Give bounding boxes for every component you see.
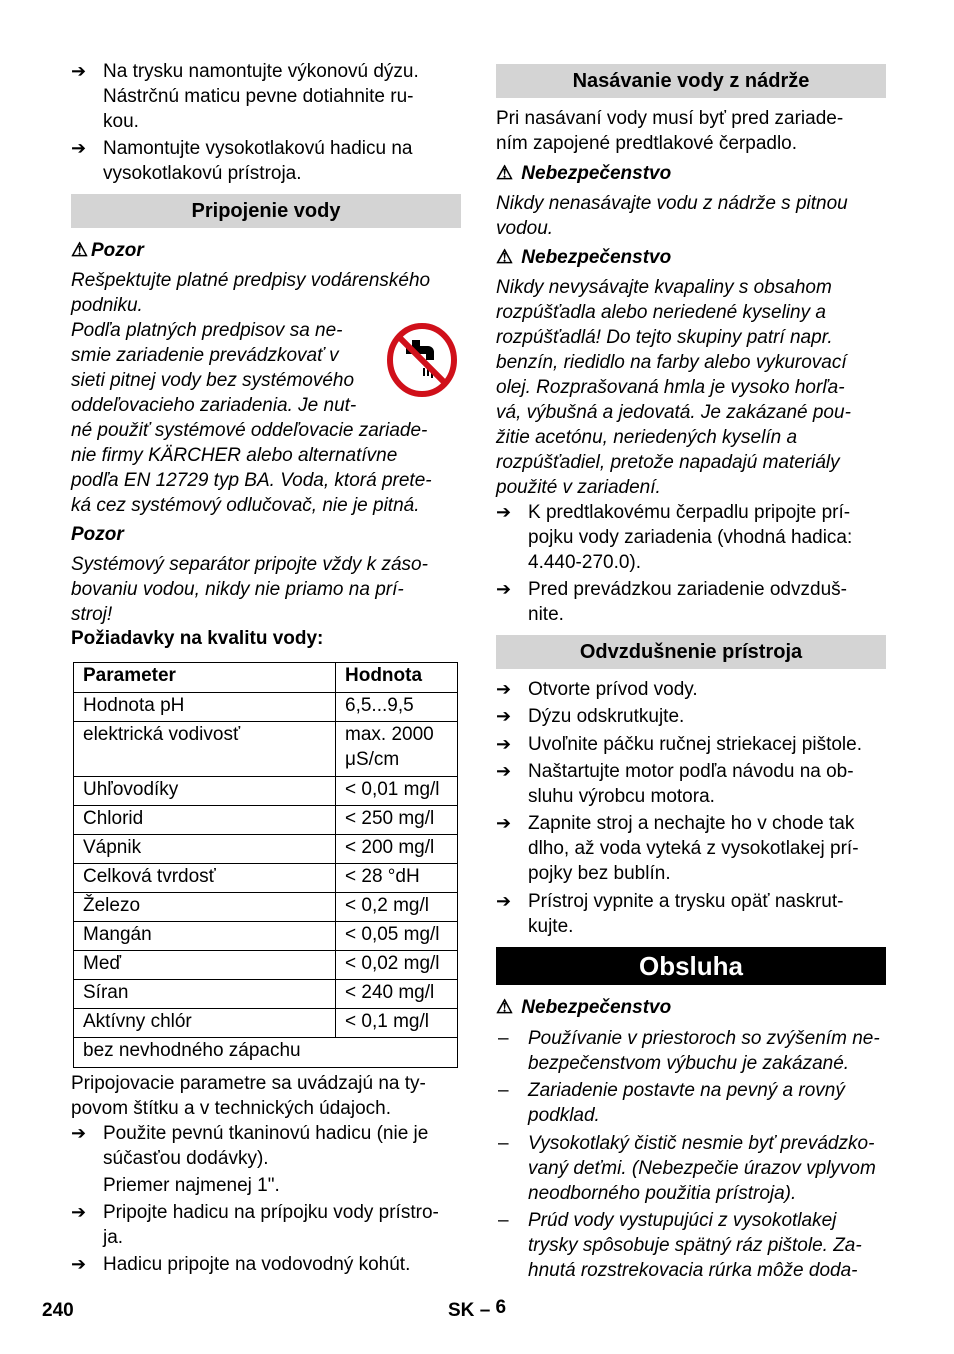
table-cell: < 28 °dH: [336, 864, 458, 893]
table-row: [74, 893, 458, 922]
warning-icon: ⚠: [496, 163, 514, 184]
quality-heading: Požiadavky na kvalitu vody:: [71, 628, 324, 649]
water-quality-table: [73, 662, 458, 1068]
section-heading-tank: Nasávanie vody z nádrže: [496, 64, 886, 98]
bullet-text: Zapnite stroj a nechajte ho v chode tak dlho, až voda vyteká z vysokotlakej prí- pojky bez bublín.: [528, 813, 859, 884]
dash-bullet-icon: –: [498, 1133, 509, 1154]
dash-bullet-icon: –: [498, 1210, 509, 1231]
bullet-text: Pripojte hadicu na prípojku vody prístro- ja.: [103, 1202, 439, 1248]
table-cell: Celková tvrdosť: [74, 864, 336, 893]
arrow-icon: ➔: [496, 679, 512, 699]
arrow-icon: ➔: [71, 138, 87, 158]
table-cell: Vápnik: [74, 835, 336, 864]
arrow-icon: ➔: [496, 706, 512, 726]
table-cell: < 0,1 mg/l: [336, 1009, 458, 1038]
language-page-label: SK – 6: [448, 1297, 507, 1321]
warning-text: Systémový separátor pripojte vždy k záso- bovaniu vodou, nikdy nie priamo na prí- stroj!: [71, 554, 428, 625]
danger-label: ⚠ Nebezpečenstvo: [496, 163, 672, 184]
arrow-icon: ➔: [496, 813, 512, 833]
bullet-text: K predtlakovému čerpadlu pripojte prí- pojku vody zariadenia (vhodná hadica: 4.440-270.0).: [528, 502, 853, 573]
table-cell: 6,5...9,5: [336, 693, 458, 722]
bullet-text: Namontujte vysokotlakovú hadicu na vysokotlakovú prístroja.: [103, 138, 413, 184]
bullet-text: Uvoľnite páčku ručnej striekacej pištole.: [528, 734, 862, 755]
table-cell: Aktívny chlór: [74, 1009, 336, 1038]
arrow-icon: ➔: [71, 1202, 87, 1222]
table-cell: Uhľovodíky: [74, 777, 336, 806]
table-row: [74, 722, 458, 777]
table-row: [74, 951, 458, 980]
warning-label: ⚠ Pozor: [71, 240, 144, 261]
table-cell: < 0,01 mg/l: [336, 777, 458, 806]
bullet-text: Na trysku namontujte výkonovú dýzu. Nástrčnú maticu pevne dotiahnite ru- kou.: [103, 61, 419, 132]
table-cell: < 250 mg/l: [336, 806, 458, 835]
table-row: [74, 693, 458, 722]
table-row: [74, 835, 458, 864]
table-cell: bez nevhodného zápachu: [74, 1038, 458, 1068]
table-header-cell: Hodnota: [336, 663, 458, 693]
bullet-text: Otvorte prívod vody.: [528, 679, 698, 700]
table-row: [74, 1009, 458, 1038]
table-header: [74, 663, 458, 693]
table-row: [74, 777, 458, 806]
connection-parameters-text: Pripojovacie parametre sa uvádzajú na ty- povom štítku a v technických údajoch.: [71, 1073, 426, 1119]
bullet-text: Pred prevádzkou zariadenie odvzduš- nite.: [528, 579, 847, 625]
table-cell: Síran: [74, 980, 336, 1009]
warning-icon: ⚠: [496, 247, 514, 268]
warning-label: Pozor: [71, 524, 124, 545]
table-row: [74, 864, 458, 893]
table-cell: Železo: [74, 893, 336, 922]
table-cell: Meď: [74, 951, 336, 980]
arrow-icon: ➔: [496, 891, 512, 911]
dash-item: Zariadenie postavte na pevný a rovný podklad.: [528, 1080, 845, 1126]
arrow-icon: ➔: [71, 1123, 87, 1143]
regulation-paragraph: Podľa platných predpisov sa ne- smie zariadenie prevádzkovať v sieti pitnej vody bez systémového oddeľovacieho zariadenia. Je nut- né použiť systémové oddeľovacie zariade- nie firmy KÄRCHER alebo alternatívne podľa EN 12729 typ BA. Voda, ktorá prete- ká cez systémový odlučovač, nie je pitná.: [71, 320, 432, 516]
arrow-icon: ➔: [71, 1254, 87, 1274]
dash-item: Používanie v priestoroch so zvýšením ne- bezpečenstvom výbuchu je zakázané.: [528, 1028, 880, 1074]
diameter-note: Priemer najmenej 1".: [103, 1175, 280, 1196]
arrow-icon: ➔: [496, 761, 512, 781]
table-header-cell: Parameter: [74, 663, 336, 693]
table-cell: < 200 mg/l: [336, 835, 458, 864]
danger-text: Nikdy nevysávajte kvapaliny s obsahom rozpúšťadla alebo neriedené kyseliny a rozpúšťadlá! Do tejto skupiny patrí napr. benzín, riedidlo na farby alebo vykurovací olej. Rozprašovaná hmla je vysoko horľa- vá, výbušná a jedovatá. Je zakázané pou- žitie acetónu, neriedených kyselín a rozpúšťadiel, pretože napadajú materiály použité v zariadení.: [496, 277, 851, 498]
table-cell: < 240 mg/l: [336, 980, 458, 1009]
table-cell: max. 2000 μS/cm: [336, 722, 458, 777]
warning-icon: ⚠: [496, 997, 514, 1018]
dash-bullet-icon: –: [498, 1080, 509, 1101]
bullet-text: Použite pevnú tkaninovú hadicu (nie je súčasťou dodávky).: [103, 1123, 429, 1169]
arrow-icon: ➔: [496, 579, 512, 599]
chapter-heading-operation: Obsluha: [496, 947, 886, 985]
page-number: 240: [42, 1300, 74, 1321]
bullet-text: Hadicu pripojte na vodovodný kohút.: [103, 1254, 411, 1275]
table-cell: < 0,05 mg/l: [336, 922, 458, 951]
table-cell: Hodnota pH: [74, 693, 336, 722]
table-cell: < 0,2 mg/l: [336, 893, 458, 922]
table-cell: < 0,02 mg/l: [336, 951, 458, 980]
table-row: [74, 806, 458, 835]
danger-label: ⚠ Nebezpečenstvo: [496, 997, 672, 1018]
tank-intro: Pri nasávaní vody musí byť pred zariade- ním zapojené predtlakové čerpadlo.: [496, 108, 844, 154]
bullet-text: Prístroj vypnite a trysku opäť naskrut- kujte.: [528, 891, 844, 937]
bullet-text: Dýzu odskrutkujte.: [528, 706, 685, 727]
dash-item: Prúd vody vystupujúci z vysokotlakej trysky spôsobuje spätný ráz pištole. Za- hnutá rozstrekovacia rúrka môže doda-: [528, 1210, 862, 1281]
table-row: [74, 980, 458, 1009]
bullet-text: Naštartujte motor podľa návodu na ob- sluhu výrobcu motora.: [528, 761, 854, 807]
section-heading-water: Pripojenie vody: [71, 194, 461, 228]
arrow-icon: ➔: [496, 734, 512, 754]
section-heading-venting: Odvzdušnenie prístroja: [496, 635, 886, 669]
table-cell: elektrická vodivosť: [74, 722, 336, 777]
dash-bullet-icon: –: [498, 1028, 509, 1049]
arrow-icon: ➔: [496, 502, 512, 522]
arrow-icon: ➔: [71, 61, 87, 81]
warning-text: Rešpektujte platné predpisy vodárenského podniku.: [71, 270, 431, 316]
table-row: [74, 922, 458, 951]
danger-label: ⚠ Nebezpečenstvo: [496, 247, 672, 268]
table-cell: Chlorid: [74, 806, 336, 835]
dash-item: Vysokotlaký čistič nesmie byť prevádzko- vaný deťmi. (Nebezpečie úrazov vplyvom neodborného použitia prístroja).: [528, 1133, 876, 1204]
warning-icon: ⚠: [71, 240, 89, 261]
no-drinking-water-icon: [386, 322, 458, 398]
table-footer-row: [74, 1038, 458, 1068]
table-cell: Mangán: [74, 922, 336, 951]
danger-text: Nikdy nenasávajte vodu z nádrže s pitnou vodou.: [496, 193, 848, 239]
